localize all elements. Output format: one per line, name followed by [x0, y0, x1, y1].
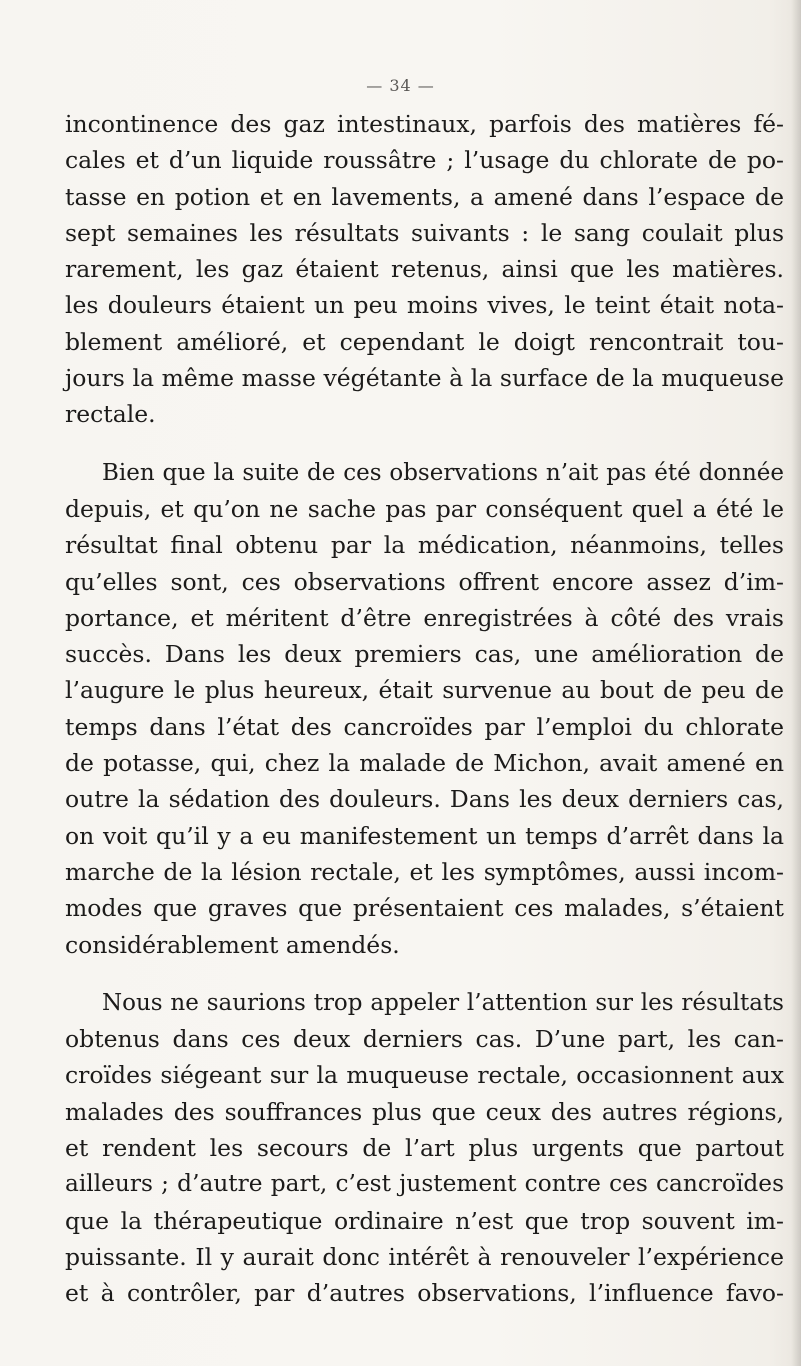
text-line: cales et d’un liquide roussâtre ; l’usage du chlorate de po- — [65, 146, 784, 175]
body-text — [65, 106, 784, 1312]
text-line: de potasse, qui, chez la malade de Michon, avait amené en — [65, 749, 784, 778]
page-edge-shadow — [791, 0, 801, 1366]
text-line: rarement, les gaz étaient retenus, ainsi que les matières. — [65, 255, 784, 284]
text-line: qu’elles sont, ces observations offrent encore assez d’im- — [65, 567, 784, 596]
text-line: outre la sédation des douleurs. Dans les deux derniers cas, — [65, 785, 784, 814]
paragraph-3 — [65, 985, 784, 1312]
text-line: résultat final obtenu par la médication, néanmoins, telles — [65, 531, 784, 560]
text-line: les douleurs étaient un peu moins vives, le teint était nota- — [65, 291, 784, 320]
text-line: sept semaines les résultats suivants : le sang coulait plus — [65, 218, 784, 247]
text-line: marche de la lésion rectale, et les symptômes, aussi incom- — [65, 857, 784, 886]
text-line: Nous ne saurions trop appeler l’attention sur les résultats — [102, 989, 784, 1016]
text-line: que la thérapeutique ordinaire n’est que trop souvent im- — [65, 1206, 784, 1235]
text-line: ailleurs ; d’autre part, c’est justement contre ces cancroïdes — [65, 1170, 784, 1198]
text-line: portance, et méritent d’être enregistrées à côté des vrais — [65, 603, 784, 632]
text-line: temps dans l’état des cancroïdes par l’emploi du chlorate — [65, 712, 784, 741]
text-line: succès. Dans les deux premiers cas, une amélioration de — [65, 640, 784, 669]
text-line: et à contrôler, par d’autres observations, l’influence favo- — [65, 1279, 784, 1308]
text-line: tasse en potion et en lavements, a amené dans l’espace de — [65, 182, 784, 211]
text-line: modes que graves que présentaient ces malades, s’étaient — [65, 894, 784, 923]
text-line: obtenus dans ces deux derniers cas. D’une part, les can- — [65, 1025, 784, 1054]
text-line: Bien que la suite de ces observations n’ait pas été donnée — [102, 459, 784, 486]
text-line: malades des souffrances plus que ceux des autres régions, — [65, 1097, 784, 1126]
text-line: on voit qu’il y a eu manifestement un temps d’arrêt dans la — [65, 821, 784, 850]
paragraph-1 — [65, 106, 784, 433]
text-line: croïdes siégeant sur la muqueuse rectale, occasionnent aux — [65, 1061, 784, 1090]
text-line: l’augure le plus heureux, était survenue au bout de peu de — [65, 676, 784, 705]
text-line: puissante. Il y aurait donc intérêt à renouveler l’expérience — [65, 1242, 784, 1271]
text-line: considérablement amendés. — [65, 930, 400, 959]
text-line: incontinence des gaz intestinaux, parfois des matières fé- — [65, 110, 784, 138]
text-line: blement amélioré, et cependant le doigt rencontrait tou- — [65, 327, 784, 356]
text-line: depuis, et qu’on ne sache pas par conséquent quel a été le — [65, 494, 784, 523]
page-number: — 34 — — [366, 76, 435, 95]
text-line: jours la même masse végétante à la surface de la muqueuse — [65, 364, 784, 393]
text-line: et rendent les secours de l’art plus urgents que partout — [65, 1134, 784, 1163]
text-line: rectale. — [65, 400, 156, 429]
paragraph-2 — [65, 455, 784, 963]
